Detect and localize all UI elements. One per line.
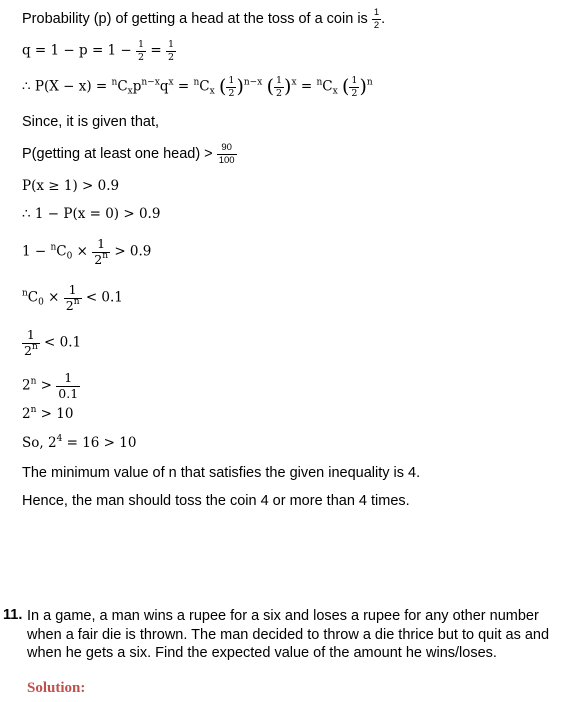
- equation-text: ∴ P(X − x) =: [22, 78, 112, 95]
- denominator: [22, 341, 40, 358]
- fraction-one-over-2n: [64, 284, 82, 312]
- subscript: 0: [38, 297, 44, 308]
- inequality: > 10: [36, 406, 74, 422]
- question-text: In a game, a man wins a rupee for a six and loses a rupee for any other number when a fair die is thrown. The man decided to throw a die thrice but to quit as and when he gets a six. Find the expected value of the amount he wins/loses.: [27, 608, 550, 661]
- line-nc0-gt: [22, 238, 151, 266]
- denominator: 0.1: [58, 385, 79, 401]
- line-one-over-2n: [22, 329, 81, 357]
- line-probability-p: [22, 8, 385, 30]
- line-conclusion: Hence, the man should toss the coin 4 or more than 4 times.: [22, 493, 410, 509]
- text: Probability (p) of getting a head at the toss of a coin is: [22, 10, 368, 27]
- text: P(getting at least one head) >: [22, 145, 213, 162]
- question-number: 11.: [3, 607, 23, 623]
- equals: =: [173, 78, 194, 95]
- solution-label: Solution:: [27, 680, 86, 696]
- line-since-given: Since, it is given that,: [22, 114, 160, 130]
- denominator: 2: [138, 51, 145, 63]
- line-minimum-value: The minimum value of n that satisfies the given inequality is 4.: [22, 465, 421, 481]
- paren: (: [218, 75, 227, 98]
- line-at-least-one-head: [22, 143, 237, 165]
- equals: =: [296, 78, 317, 95]
- superscript: n: [316, 77, 323, 88]
- fraction-one-half: [226, 76, 236, 98]
- fraction-one-half: [274, 76, 284, 98]
- variable: p: [132, 78, 142, 95]
- fraction-90-100: [217, 143, 237, 165]
- denominator: [92, 250, 110, 267]
- paren: ): [236, 75, 244, 98]
- denominator: 2: [168, 51, 175, 63]
- fraction-one-over-2n: [92, 238, 110, 266]
- superscript: n: [30, 405, 37, 415]
- denominator: 2: [228, 87, 235, 99]
- equation-text: q = 1 − p = 1 −: [22, 42, 132, 59]
- denominator: 2: [373, 19, 380, 31]
- equation-text: 1 −: [22, 243, 51, 260]
- numerator: 1: [228, 75, 235, 86]
- line-so-2-power-4: [22, 434, 136, 452]
- times: ×: [43, 289, 60, 306]
- base: 2: [22, 377, 31, 394]
- numerator: 1: [276, 75, 283, 86]
- numerator: 1: [92, 238, 110, 253]
- line-2n-gt-fraction: [22, 372, 80, 400]
- superscript: n: [111, 77, 118, 88]
- numerator: 1: [138, 39, 145, 50]
- denominator: 100: [218, 154, 235, 166]
- fraction-one-half: [349, 76, 359, 98]
- numerator: 1: [64, 284, 82, 299]
- numerator: 1: [373, 7, 380, 18]
- inequality: > 0.9: [114, 243, 152, 260]
- subscript: x: [332, 86, 338, 97]
- superscript: n: [31, 341, 38, 352]
- text: So, 2: [22, 435, 57, 451]
- variable: q: [159, 78, 169, 95]
- combination-symbol: C: [322, 78, 333, 95]
- superscript: n: [366, 77, 373, 88]
- paren: (: [266, 75, 274, 98]
- superscript: x: [168, 77, 174, 88]
- superscript: n: [30, 376, 37, 387]
- fraction-one-over-2n: [22, 329, 40, 357]
- base: 2: [65, 297, 74, 313]
- line-q-value: [22, 40, 176, 62]
- paren: ): [359, 75, 367, 98]
- line-complement: ∴ 1 − P(x = 0) > 0.9: [22, 206, 161, 222]
- base: 2: [24, 342, 32, 358]
- numerator: 1: [22, 329, 40, 344]
- fraction-one-half: [372, 8, 381, 30]
- subscript: 0: [66, 251, 73, 262]
- subscript: x: [127, 86, 133, 97]
- superscript: x: [291, 77, 297, 88]
- superscript: 4: [56, 434, 63, 444]
- denominator: [64, 296, 82, 313]
- superscript: n: [50, 242, 57, 253]
- combination-symbol: C: [117, 78, 128, 95]
- denominator: 2: [276, 87, 283, 99]
- superscript: n−x: [141, 77, 160, 88]
- fraction-one-half: [166, 40, 176, 62]
- inequality: < 0.1: [44, 334, 82, 351]
- line-nc0-lt: [22, 284, 123, 312]
- combination-symbol: C: [199, 78, 210, 95]
- line-binomial-distribution: [22, 76, 373, 98]
- line-2n-gt-10: [22, 405, 73, 423]
- combination-symbol: C: [27, 289, 39, 306]
- base: 2: [22, 406, 31, 422]
- line-p-x-ge-1: P(x ≥ 1) > 0.9: [22, 178, 120, 194]
- numerator: 1: [168, 39, 175, 50]
- period: .: [381, 10, 386, 27]
- superscript: n−x: [243, 77, 263, 88]
- combination-symbol: C: [56, 243, 67, 260]
- fraction-one-over-point-one: [56, 372, 80, 400]
- base: 2: [94, 251, 103, 267]
- fraction-one-half: [136, 40, 146, 62]
- paren: ): [284, 75, 292, 98]
- numerator: 1: [56, 372, 80, 387]
- inequality: = 16 > 10: [62, 435, 137, 451]
- equals: =: [150, 42, 162, 59]
- times: ×: [72, 243, 88, 260]
- superscript: n: [102, 250, 109, 261]
- superscript: n: [22, 288, 28, 299]
- paren: (: [341, 75, 350, 98]
- numerator: 1: [351, 75, 358, 86]
- numerator: 90: [217, 143, 237, 155]
- superscript: n: [73, 296, 80, 307]
- subscript: x: [209, 86, 215, 97]
- inequality: >: [36, 377, 52, 394]
- superscript: n: [193, 77, 200, 88]
- inequality: < 0.1: [85, 289, 123, 306]
- denominator: 2: [351, 87, 358, 99]
